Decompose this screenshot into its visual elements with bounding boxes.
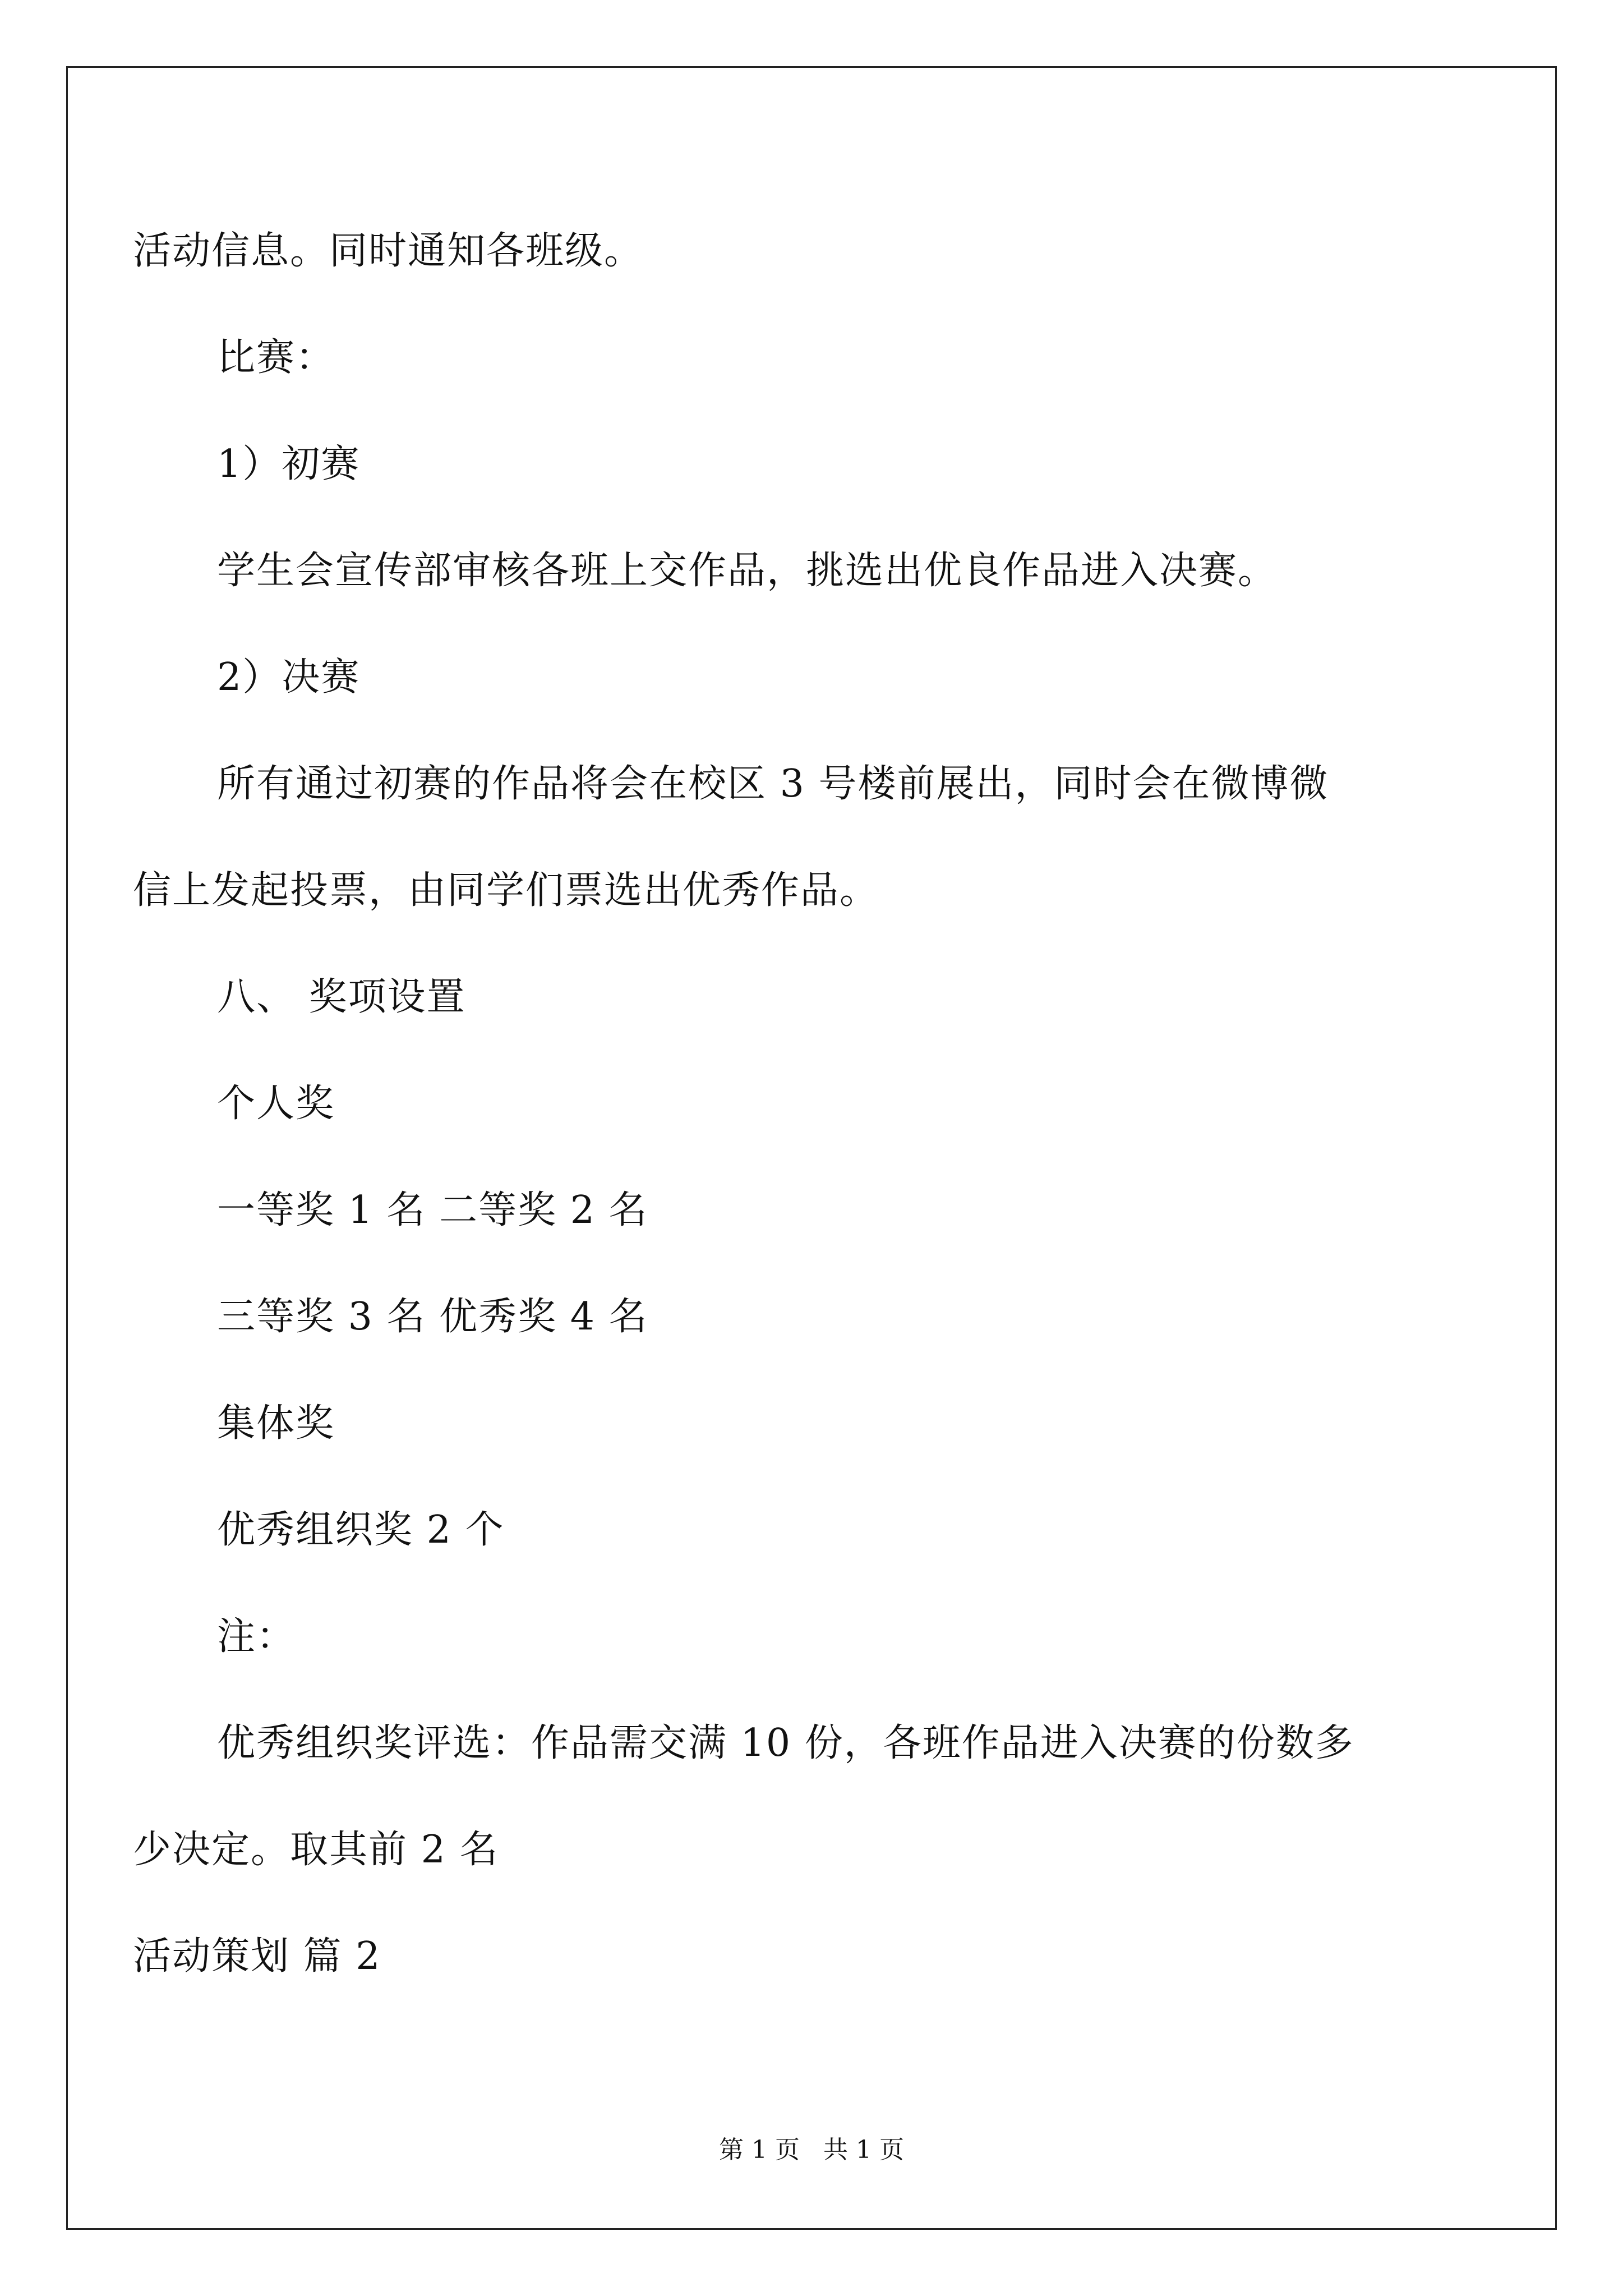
text-line: 少决定。取其前 2 名: [133, 1828, 499, 1872]
text-line: 信上发起投票，由同学们票选出优秀作品。: [133, 868, 879, 913]
text-line: 学生会宣传部审核各班上交作品，挑选出优良作品进入决赛。: [217, 549, 1278, 593]
text-line: 1）初赛: [217, 442, 361, 486]
text-line: 个人奖: [217, 1082, 335, 1126]
text-line: 一等奖 1 名 二等奖 2 名: [217, 1188, 648, 1232]
text-line: 优秀组织奖 2 个: [217, 1508, 505, 1552]
text-line: 集体奖: [217, 1401, 335, 1446]
text-line: 2）决赛: [217, 655, 361, 700]
page-footer: [0, 2133, 1623, 2167]
text-line: 比赛：: [217, 335, 335, 380]
page-number: 第 1 页: [719, 2136, 800, 2164]
text-line: 三等奖 3 名 优秀奖 4 名: [217, 1295, 648, 1339]
page-total: 共 1 页: [823, 2136, 904, 2164]
text-line: 注：: [217, 1614, 296, 1659]
text-line: 活动信息。同时通知各班级。: [133, 229, 644, 273]
page-border: [66, 66, 1557, 2230]
text-line: 所有通过初赛的作品将会在校区 3 号楼前展出，同时会在微博微: [217, 762, 1329, 806]
section-heading: 八、 奖项设置: [217, 975, 466, 1019]
text-line: 优秀组织奖评选：作品需交满 10 份，各班作品进入决赛的份数多: [217, 1721, 1354, 1765]
section-heading: 活动策划 篇 2: [133, 1934, 381, 1978]
